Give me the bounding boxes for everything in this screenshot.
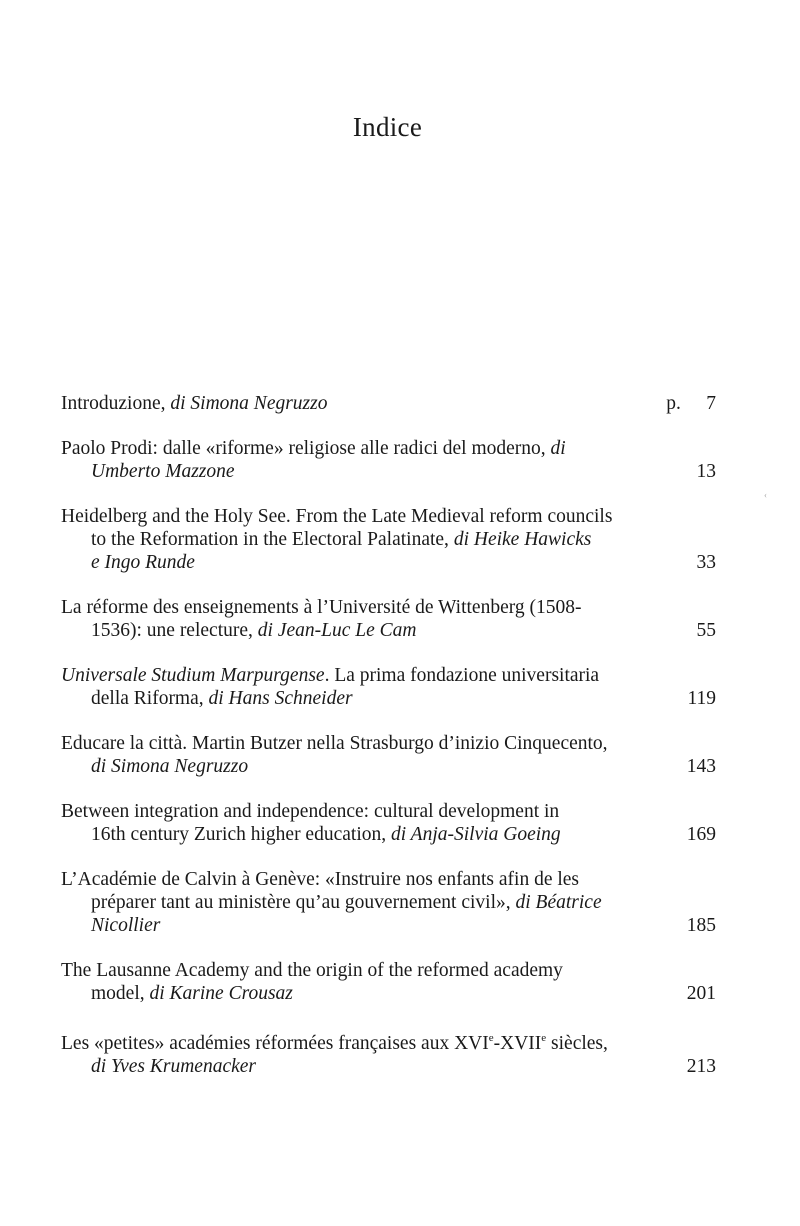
title-text: The Lausanne Academy and the origin of the reformed academy bbox=[61, 960, 563, 981]
toc-entry-line bbox=[61, 528, 658, 551]
page-number-value: 119 bbox=[687, 688, 716, 709]
author-name: e Ingo Runde bbox=[91, 552, 195, 573]
toc-entry-title bbox=[61, 732, 716, 778]
title-text: L’Académie de Calvin à Genève: «Instruire nos enfants afin de les bbox=[61, 869, 580, 890]
page-number bbox=[666, 392, 716, 415]
page-number-value: 169 bbox=[686, 824, 716, 845]
toc-entry-line bbox=[61, 732, 658, 755]
title-text: 16th century Zurich higher education, bbox=[91, 824, 391, 845]
superscript: e bbox=[541, 1032, 547, 1044]
toc-entry bbox=[61, 437, 716, 483]
author-name: di Hans Schneider bbox=[208, 688, 353, 709]
toc-entry-title bbox=[61, 392, 716, 415]
title-text: 1536): une relecture, bbox=[91, 620, 258, 641]
title-italic: Universale Studium Marpurgense bbox=[61, 665, 325, 686]
toc-entry bbox=[61, 868, 716, 937]
toc-entry bbox=[61, 732, 716, 778]
title-text: Heidelberg and the Holy See. From the Late Medieval reform councils bbox=[61, 506, 613, 527]
page-number-value: 201 bbox=[686, 983, 716, 1004]
title-text: to the Reformation in the Electoral Palatinate, bbox=[91, 529, 454, 550]
page-number bbox=[687, 687, 716, 710]
title-text: Paolo Prodi: dalle «riforme» religiose alle radici del moderno, bbox=[61, 438, 551, 459]
margin-mark: ‹ bbox=[764, 490, 767, 500]
toc-entry bbox=[61, 1027, 716, 1078]
page-number bbox=[687, 982, 716, 1005]
toc-entry-line bbox=[61, 914, 658, 937]
toc-entry-title bbox=[61, 596, 716, 642]
page-number-value: 213 bbox=[686, 1056, 716, 1077]
toc-entry-line bbox=[61, 687, 658, 710]
page-title: Indice bbox=[352, 112, 423, 142]
superscript: e bbox=[488, 1032, 494, 1044]
author-name: di Heike Hawicks bbox=[453, 529, 592, 550]
title-text: Between integration and independence: cultural development in bbox=[61, 801, 560, 822]
toc-entry bbox=[61, 392, 716, 415]
page-number bbox=[697, 619, 717, 642]
toc-entry-title bbox=[61, 664, 716, 710]
page-number-value: 55 bbox=[696, 620, 716, 641]
author-name: Umberto Mazzone bbox=[91, 461, 235, 482]
title-text: Les «petites» académies réformées françaises aux XVI bbox=[61, 1033, 489, 1054]
author-name: di Béatrice bbox=[515, 892, 602, 913]
toc-entry-title bbox=[61, 437, 716, 483]
title-text: préparer tant au ministère qu’au gouvernement civil», bbox=[91, 892, 516, 913]
page-number bbox=[687, 1055, 716, 1078]
page-number bbox=[697, 460, 717, 483]
title-text: Introduzione, bbox=[61, 393, 171, 414]
toc-entry-line bbox=[61, 755, 658, 778]
author-name: di Jean-Luc Le Cam bbox=[257, 620, 417, 641]
toc-entry-line bbox=[61, 664, 658, 687]
toc-entry-line bbox=[61, 823, 658, 846]
toc-entry bbox=[61, 664, 716, 710]
table-of-contents bbox=[61, 392, 716, 1100]
toc-entry-line bbox=[61, 800, 658, 823]
author-name: di bbox=[550, 438, 566, 459]
author-name: Nicollier bbox=[91, 915, 161, 936]
toc-entry-line bbox=[61, 1027, 658, 1055]
page-number bbox=[687, 755, 716, 778]
toc-entry-line bbox=[61, 959, 658, 982]
toc-entry bbox=[61, 800, 716, 846]
title-text: Educare la città. Martin Butzer nella Strasburgo d’inizio Cinquecento, bbox=[61, 733, 608, 754]
toc-entry-line bbox=[61, 437, 658, 460]
page-number bbox=[687, 914, 716, 937]
toc-entry bbox=[61, 596, 716, 642]
toc-entry-title bbox=[61, 1027, 716, 1078]
toc-entry-line bbox=[61, 460, 658, 483]
author-name: di Simona Negruzzo bbox=[91, 756, 249, 777]
toc-entry-title bbox=[61, 959, 716, 1005]
toc-entry-line bbox=[61, 596, 658, 619]
toc-entry-title bbox=[61, 800, 716, 846]
page-number-value: 13 bbox=[696, 461, 716, 482]
title-text: siècles, bbox=[546, 1033, 608, 1054]
page-number-value: 185 bbox=[686, 915, 716, 936]
author-name: di Anja-Silvia Goeing bbox=[390, 824, 561, 845]
toc-entry-title bbox=[61, 505, 716, 574]
toc-entry-line bbox=[61, 505, 658, 528]
toc-entry-line bbox=[61, 1055, 658, 1078]
toc-entry-line bbox=[61, 891, 658, 914]
title-text: model, bbox=[91, 983, 150, 1004]
title-text: . La prima fondazione universitaria bbox=[324, 665, 600, 686]
page-number-value: 33 bbox=[696, 552, 716, 573]
toc-entry-title bbox=[61, 868, 716, 937]
toc-entry-line bbox=[61, 392, 658, 415]
page-number bbox=[687, 823, 716, 846]
title-text: della Riforma, bbox=[91, 688, 209, 709]
toc-entry-line bbox=[61, 619, 658, 642]
author-name: di Simona Negruzzo bbox=[170, 393, 328, 414]
page-number-value: 143 bbox=[686, 756, 716, 777]
toc-entry bbox=[61, 505, 716, 574]
title-text: -XVII bbox=[493, 1033, 542, 1054]
page-prefix: p. bbox=[666, 393, 681, 414]
page-number-value: 7 bbox=[706, 393, 716, 414]
author-name: di Yves Krumenacker bbox=[91, 1056, 257, 1077]
page-number bbox=[697, 551, 717, 574]
toc-entry bbox=[61, 959, 716, 1005]
toc-entry-line bbox=[61, 982, 658, 1005]
title-text: La réforme des enseignements à l’Université de Wittenberg (1508- bbox=[61, 597, 582, 618]
toc-entry-line bbox=[61, 551, 658, 574]
author-name: di Karine Crousaz bbox=[149, 983, 293, 1004]
toc-entry-line bbox=[61, 868, 658, 891]
